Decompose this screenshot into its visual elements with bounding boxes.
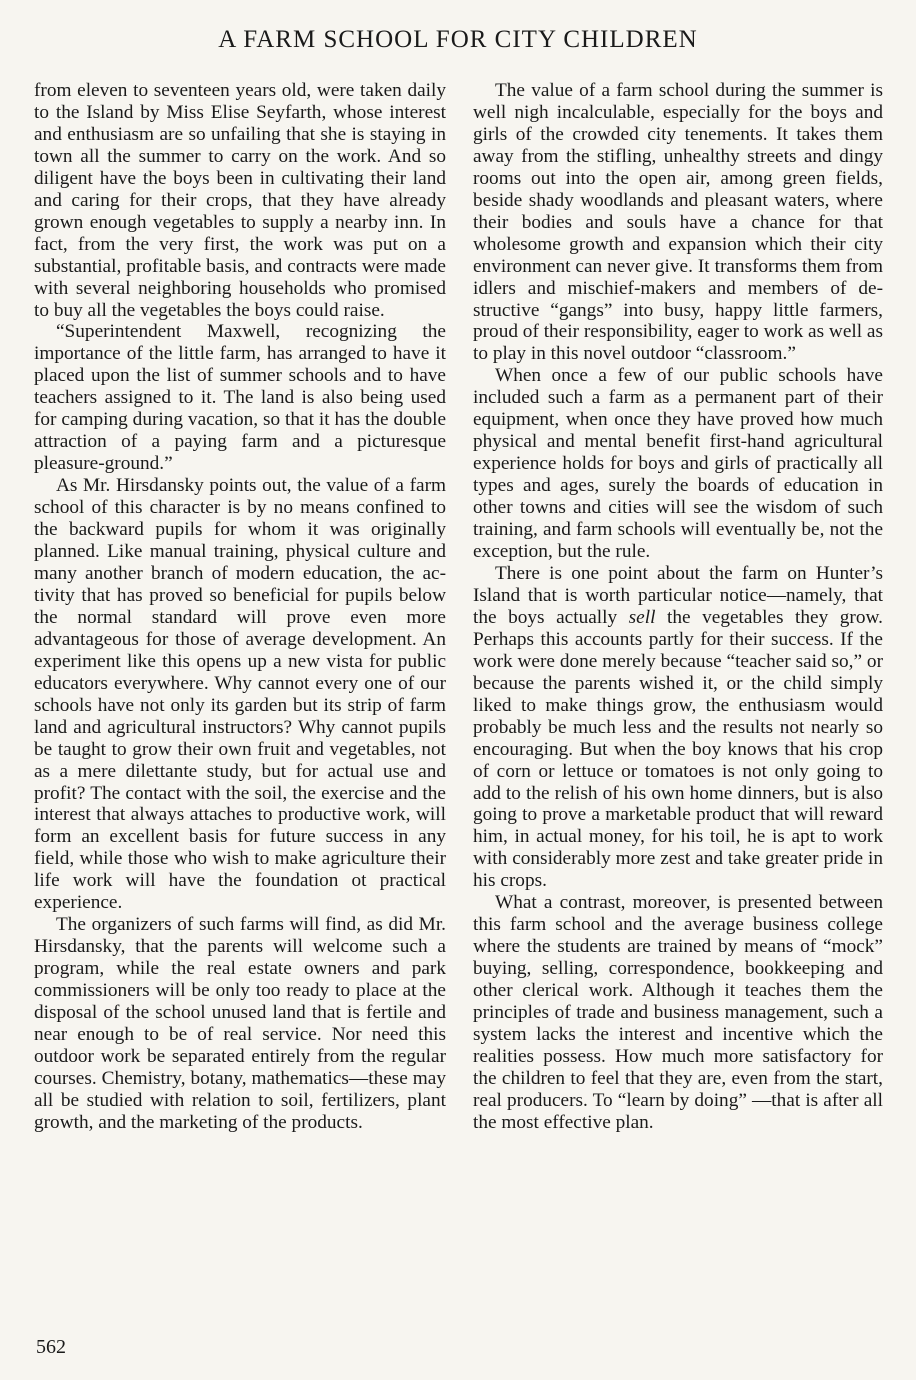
paragraph: As Mr. Hirsdansky points out, the value of a farm school of this character is by no means confined to the backward pupils for whom it was originally planned. Like manual training, physical culture and many another branch of modern education, the activity that has proved so beneficial for pupils below the normal standard will prove even more advantageous for those of average development. An experiment like this opens up a new vista for public educators everywhere. Why cannot every one of our schools have not only its garden but its strip of farm land and agricultural instructors? Why cannot pupils be taught to grow their own fruit and vegetables, not as a mere dilettante study, but for actual use and profit? The contact with the soil, the exercise and the interest that always attaches to productive work, will form an excellent basis for future success in any field, while those who wish to make agriculture their life work will have the foundation ot practical experience. bbox=[34, 475, 446, 914]
paragraph-text: There is one point about the farm on Hunter’s Island that is worth particular notice—namely, that the boys actually bbox=[473, 562, 883, 628]
emphasis-sell: sell bbox=[628, 606, 656, 628]
paragraph-text: the vegetables they grow. Perhaps this accounts partly for their success. If the work were done merely because “teacher said so,” or because the parents wished it, or the child simply liked to make things grow, the enthusiasm would probably be much less and the results not nearly so encouraging. But when the boy knows that his crop of corn or lettuce or tomatoes is not only going to add to the relish of his own home dinners, but is also going to prove a marketable product that will reward him, in actual money, for his toil, he is apt to work with considerably more zest and take greater pride in his crops. bbox=[473, 606, 883, 892]
paragraph: from eleven to seventeen years old, were taken daily to the Island by Miss Elise Seyfarth, whose interest and enthusiasm are so unfailing that she is staying in town all the summer to carry on the work. And so diligent have the boys been in cultivating their land and caring for their crops, that they have already grown enough vegetables to supply a nearby inn. In fact, from the very first, the work was put on a substantial, profitable basis, and contracts were made with several neighboring households who promised to buy all the vegetables the boys could raise. bbox=[34, 80, 446, 321]
page-number: 562 bbox=[36, 1336, 66, 1358]
paragraph: When once a few of our public schools have included such a farm as a permanent part of their equipment, when once they have proved how much physical and mental benefit first-hand agricultural experience holds for boys and girls of practically all types and ages, surely the boards of education in other towns and cities will see the wisdom of such training, and farm schools will eventually be, not the exception, but the rule. bbox=[473, 365, 883, 563]
paragraph bbox=[473, 563, 883, 892]
running-head-title: A FARM SCHOOL FOR CITY CHILDREN bbox=[218, 26, 698, 53]
paragraph: The organizers of such farms will find, as did Mr. Hirsdansky, that the parents will welcome such a program, while the real estate owners and park commissioners will be only too ready to place at the disposal of the school unused land that is fertile and near enough to be of real service. Nor need this outdoor work be separated entirely from the regular courses. Chemistry, botany, mathematics—these may all be studied with relation to soil, fertilizers, plant growth, and the marketing of the products. bbox=[34, 914, 446, 1133]
paragraph: The value of a farm school during the summer is well nigh incalculable, especially for the boys and girls of the crowded city tenements. It takes them away from the stifling, unhealthy streets and dingy rooms out into the open air, among green fields, beside shady woodlands and pleasant waters, where their bodies and souls have a chance for that wholesome growth and expansion which their city environment can never give. It transforms them from idlers and mischief-makers and members of destructive “gangs” into busy, happy little farmers, proud of their responsibility, eager to work as well as to play in this novel outdoor “classroom.” bbox=[473, 80, 883, 365]
paragraph: “Superintendent Maxwell, recognizing the importance of the little farm, has arranged to have it placed upon the list of summer schools and to have teachers assigned to it. The land is also being used for camping during vacation, so that it has the double attraction of a paying farm and a picturesque pleasure-ground.” bbox=[34, 321, 446, 475]
right-column bbox=[473, 80, 883, 1134]
left-column bbox=[34, 80, 446, 1134]
paragraph: What a contrast, moreover, is presented between this farm school and the average business college where the students are trained by means of “mock” buying, selling, correspondence, bookkeeping and other clerical work. Although it teaches them the principles of trade and business management, such a system lacks the interest and incentive which the realities possess. How much more satisfactory for the children to feel that they are, even from the start, real producers. To “learn by doing” —that is after all the most effective plan. bbox=[473, 892, 883, 1133]
